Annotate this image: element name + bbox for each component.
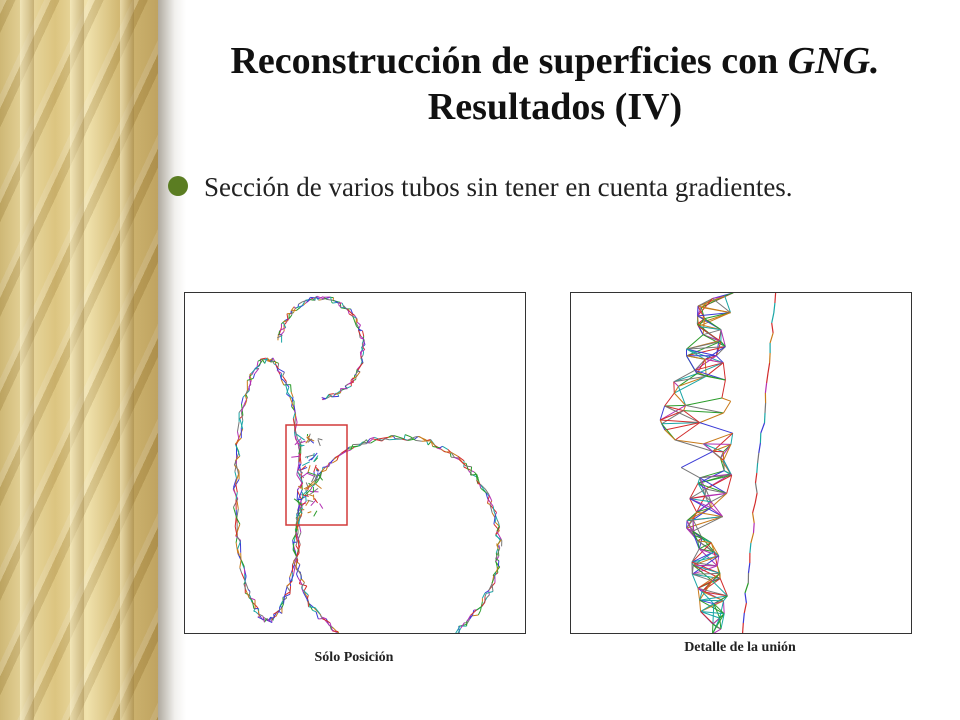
mesh-edge: [770, 353, 771, 363]
mesh-edge: [318, 439, 323, 440]
mesh-edge: [262, 360, 263, 361]
mesh-edge: [700, 413, 724, 423]
mesh-edge: [314, 511, 317, 517]
figure-junction-detail: [570, 292, 912, 634]
mesh-edge: [744, 603, 746, 613]
mesh-edge: [496, 561, 497, 566]
mesh-edge: [283, 372, 285, 376]
mesh-edge: [765, 413, 766, 423]
mesh-edge: [665, 405, 686, 406]
mesh-edge: [281, 331, 284, 335]
mesh-edge: [315, 608, 320, 615]
mesh-edge: [723, 363, 725, 380]
bullet-item: [168, 170, 868, 204]
mesh-edge: [327, 299, 332, 300]
mesh-edge: [749, 563, 750, 573]
mesh-edge: [310, 491, 319, 492]
mesh-edge: [305, 455, 314, 457]
mesh-edge: [485, 593, 486, 596]
mesh-edge: [405, 435, 410, 437]
mesh-edge: [758, 453, 759, 463]
mesh-detail-image: [571, 293, 911, 633]
mesh-edge: [394, 436, 395, 438]
mesh-edge: [318, 440, 320, 446]
mesh-edge: [385, 439, 389, 440]
mesh-edge: [674, 393, 685, 405]
mesh-edge: [692, 573, 720, 574]
title-line-1-regular: Reconstrucción de superficies con: [230, 40, 788, 82]
mesh-edge: [252, 600, 254, 608]
mesh-edge: [674, 382, 675, 393]
mesh-edge: [761, 423, 765, 433]
caption-junction-detail: Detalle de la unión: [684, 640, 796, 655]
mesh-edge: [756, 473, 757, 483]
mesh-edge: [320, 504, 323, 509]
mesh-edge: [313, 610, 317, 612]
rail-stripe: [120, 0, 134, 720]
mesh-edge: [750, 543, 751, 553]
mesh-edge: [743, 623, 744, 633]
mesh-edge: [242, 397, 244, 404]
mesh-edge: [308, 601, 309, 607]
mesh-edge: [316, 612, 318, 619]
mesh-edge: [299, 302, 303, 305]
mesh-edge: [363, 352, 364, 355]
mesh-edge: [302, 579, 305, 583]
mesh-edge: [354, 380, 356, 381]
mesh-edge: [362, 342, 363, 344]
mesh-edge: [775, 293, 776, 303]
mesh-edge: [665, 430, 675, 440]
mesh-edge: [404, 435, 405, 439]
mesh-edge: [440, 446, 443, 448]
mesh-edge: [235, 472, 237, 479]
mesh-edge: [754, 523, 755, 533]
mesh-edge: [250, 374, 251, 375]
mesh-edge: [357, 322, 360, 325]
mesh-edge: [260, 358, 266, 359]
mesh-edge: [686, 398, 722, 405]
mesh-edge: [692, 574, 712, 581]
mesh-edge: [678, 374, 697, 387]
mesh-edge: [279, 611, 282, 613]
mesh-edge: [745, 583, 748, 593]
mesh-edge: [307, 457, 308, 459]
mesh-edge: [308, 465, 310, 472]
mesh-edge: [294, 307, 296, 308]
mesh-edge: [248, 589, 250, 591]
mesh-edge: [363, 442, 365, 443]
mesh-edge: [235, 444, 240, 456]
mesh-edge: [757, 463, 758, 473]
mesh-edge: [768, 363, 770, 373]
rail-stripe: [70, 0, 84, 720]
title-line-2: Resultados (IV): [427, 86, 683, 128]
mesh-edge: [474, 472, 476, 474]
mesh-edge: [254, 609, 255, 611]
mesh-edge: [303, 509, 304, 510]
mesh-edge: [772, 323, 773, 333]
mesh-edge: [253, 374, 254, 379]
mesh-edge: [674, 382, 679, 387]
mesh-edge: [377, 439, 379, 440]
mesh-edge: [365, 442, 371, 443]
mesh-edge: [290, 577, 291, 586]
caption-position-only: Sólo Posición: [314, 650, 394, 665]
mesh-edge: [353, 317, 354, 320]
mesh-edge: [296, 546, 298, 550]
mesh-edge: [238, 422, 240, 432]
mesh-edge: [348, 311, 349, 314]
mesh-edge: [290, 573, 292, 578]
mesh-edge: [298, 562, 300, 564]
mesh-edge: [419, 437, 426, 441]
mesh-edge: [341, 307, 344, 308]
mesh-edge: [246, 390, 248, 394]
mesh-edge: [675, 440, 703, 444]
mesh-edge: [770, 333, 773, 343]
mesh-edge: [290, 586, 291, 594]
mesh-overview-image: [185, 293, 525, 633]
mesh-edge: [314, 483, 321, 489]
mesh-edge: [323, 399, 324, 400]
mesh-edge: [291, 392, 293, 397]
mesh-edge: [722, 380, 726, 398]
mesh-edge: [765, 383, 766, 393]
mesh-edge: [678, 376, 706, 386]
mesh-edge: [743, 613, 744, 623]
mesh-edge: [298, 540, 299, 553]
mesh-edge: [703, 433, 732, 444]
mesh-edge: [352, 447, 354, 449]
mesh-edge: [314, 453, 315, 458]
mesh-edge: [700, 600, 701, 611]
mesh-edge: [681, 451, 713, 467]
mesh-edge: [287, 583, 291, 586]
mesh-edge: [302, 492, 303, 498]
mesh-edge: [772, 313, 774, 323]
mesh-edge: [237, 536, 240, 542]
mesh-edge: [308, 512, 312, 513]
slide-title: [150, 38, 960, 130]
mesh-edge: [753, 513, 755, 523]
mesh-edge: [724, 601, 725, 614]
mesh-edge: [433, 447, 440, 448]
mesh-edge: [488, 503, 491, 504]
mesh-edge: [717, 556, 719, 566]
mesh-edge: [240, 568, 242, 573]
decorative-side-band: [0, 0, 158, 720]
mesh-edge: [767, 373, 768, 383]
mesh-edge: [774, 303, 775, 313]
mesh-edge: [295, 432, 296, 436]
mesh-edge: [311, 487, 312, 489]
mesh-edge: [450, 453, 451, 457]
mesh-edge: [759, 443, 761, 453]
mesh-edge: [487, 595, 490, 598]
mesh-edge: [329, 394, 334, 395]
bullet-dot-icon: [168, 176, 188, 196]
mesh-edge: [240, 561, 241, 568]
title-line-1: [150, 38, 960, 84]
mesh-edge: [751, 533, 754, 543]
mesh-edge: [304, 586, 307, 591]
mesh-edge: [309, 607, 316, 608]
mesh-edge: [363, 331, 364, 336]
mesh-edge: [466, 466, 471, 467]
mesh-edge: [765, 403, 766, 413]
mesh-edge: [338, 632, 339, 634]
mesh-edge: [493, 506, 494, 511]
bullet-text: Sección de varios tubos sin tener en cuenta gradientes.: [204, 172, 793, 202]
mesh-edge: [755, 493, 757, 503]
mesh-edge: [238, 542, 241, 549]
mesh-edge: [700, 423, 733, 434]
mesh-edge: [745, 593, 746, 603]
mesh-edge: [255, 612, 258, 615]
mesh-edge: [713, 604, 714, 624]
mesh-edge: [349, 314, 352, 316]
mesh-edge: [722, 398, 731, 401]
mesh-edge: [237, 509, 238, 518]
mesh-edge: [308, 494, 314, 496]
mesh-edge: [302, 462, 309, 466]
mesh-edge: [428, 441, 431, 445]
mesh-edge: [497, 520, 498, 523]
mesh-edge: [660, 411, 683, 420]
mesh-edge: [314, 465, 316, 472]
mesh-edge: [357, 364, 362, 371]
mesh-edge: [665, 393, 675, 406]
figure-position-only: [184, 292, 526, 634]
mesh-edge: [443, 446, 448, 449]
title-line-1-italic: GNG.: [787, 40, 880, 82]
mesh-edge: [499, 545, 500, 548]
mesh-edge: [332, 302, 333, 303]
mesh-edge: [268, 361, 269, 362]
rail-stripe: [20, 0, 34, 720]
mesh-edge: [296, 561, 297, 570]
mesh-edge: [341, 389, 342, 392]
mesh-edge: [478, 611, 480, 615]
mesh-edge: [720, 579, 727, 596]
mesh-edge: [450, 452, 458, 457]
mesh-edge: [291, 385, 292, 393]
mesh-edge: [416, 440, 422, 441]
mesh-edge: [300, 527, 301, 533]
mesh-edge: [297, 574, 298, 577]
mesh-edge: [291, 456, 299, 457]
mesh-edge: [756, 483, 758, 493]
mesh-edge: [322, 619, 326, 620]
mesh-edge: [724, 401, 731, 413]
mesh-edge: [681, 468, 700, 478]
mesh-edge: [753, 503, 756, 513]
mesh-edge: [703, 444, 731, 445]
mesh-edge: [287, 586, 291, 592]
